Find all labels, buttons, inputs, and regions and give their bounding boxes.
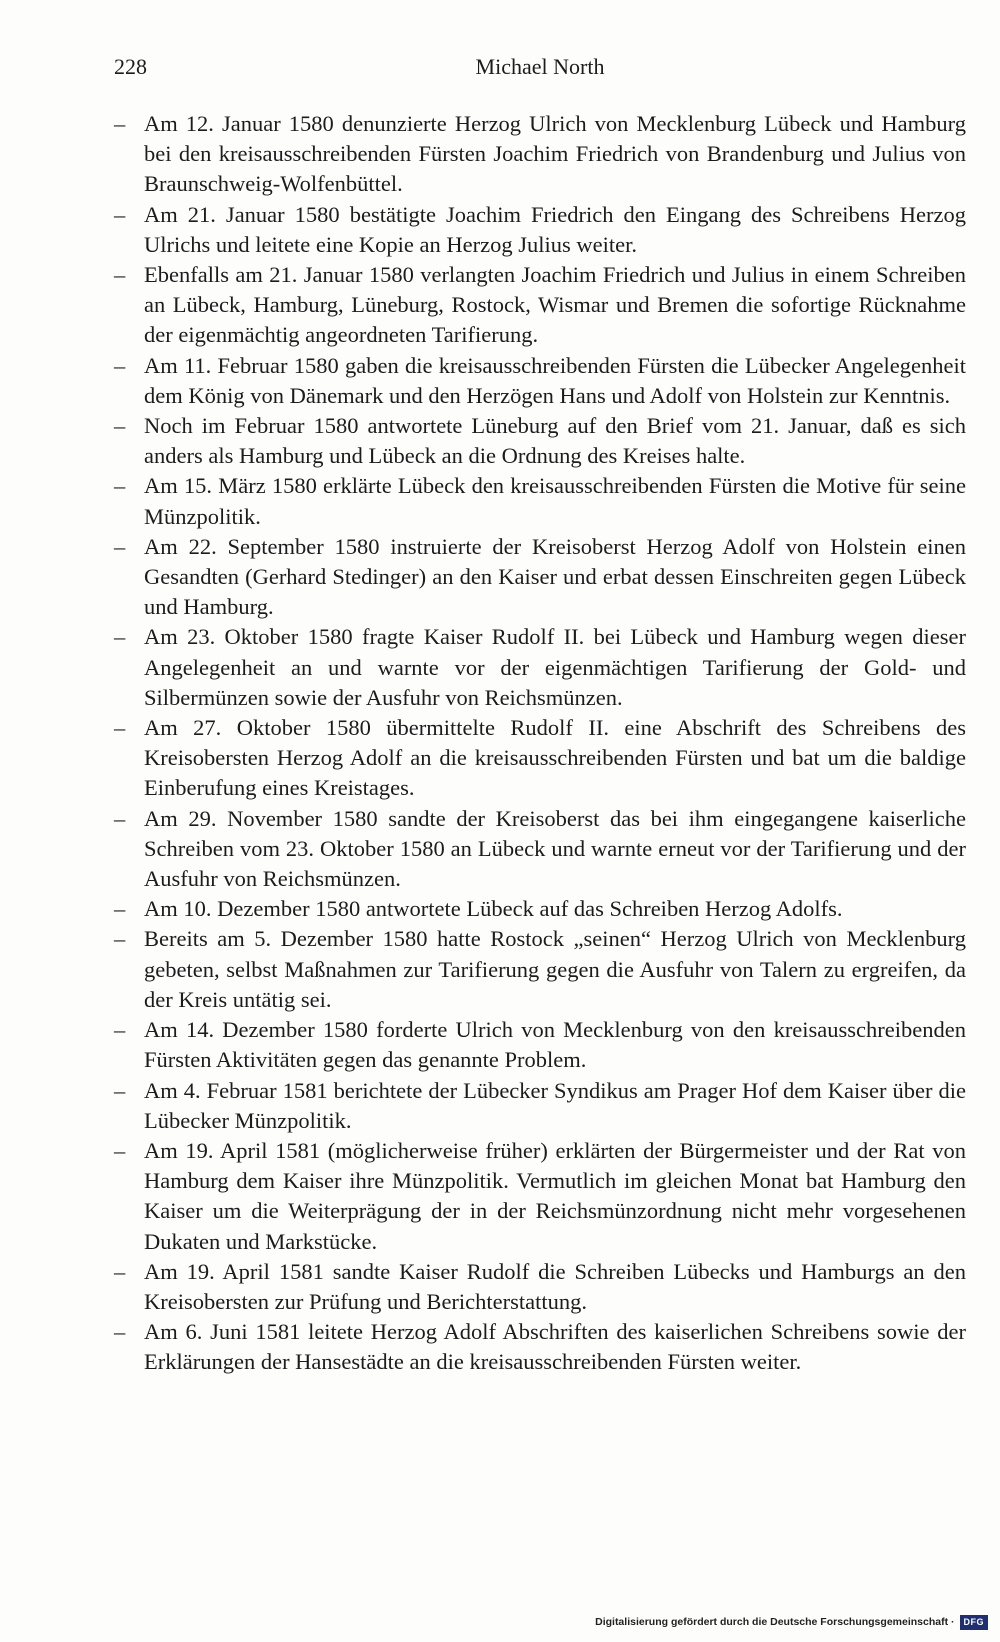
- bullet-dash: –: [114, 1077, 126, 1103]
- list-item: [114, 1015, 966, 1075]
- list-item: [114, 924, 966, 1015]
- list-item-text: Am 23. Oktober 1580 fragte Kaiser Rudolf II. bei Lübeck und Hamburg wegen dieser Angelegenheit an und warnte vor der eigenmächtigen Tarifierung der Gold- und Silbermünzen sowie der Ausfuhr von Reichsmünzen.: [144, 624, 966, 710]
- bullet-dash: –: [114, 896, 126, 922]
- list-item: [114, 804, 966, 895]
- list-item-text: Am 27. Oktober 1580 übermittelte Rudolf II. eine Abschrift des Schreibens des Kreisobersten Herzog Adolf an die kreisausschreibenden Fürsten und bat um die baldige Einberufung eines Kreistages.: [144, 715, 966, 801]
- dfg-logo-icon: DFG: [960, 1615, 989, 1630]
- list-item-text: Am 12. Januar 1580 denunzierte Herzog Ulrich von Mecklenburg Lübeck und Hamburg bei den kreisausschreibenden Fürsten Joachim Friedrich von Brandenburg und Julius von Braunschweig-Wolfenbüttel.: [144, 111, 966, 197]
- list-item-text: Am 6. Juni 1581 leitete Herzog Adolf Abschriften des kaiserlichen Schreibens sowie der Erklärungen der Hansestädte an die kreisausschreibenden Fürsten weiter.: [144, 1319, 966, 1375]
- list-item: [114, 622, 966, 713]
- list-item: [114, 260, 966, 351]
- bullet-dash: –: [114, 1137, 126, 1163]
- bullet-dash: –: [114, 926, 126, 952]
- bullet-dash: –: [114, 1319, 126, 1345]
- bullet-dash: –: [114, 262, 126, 288]
- list-item: [114, 411, 966, 471]
- list-item-text: Am 4. Februar 1581 berichtete der Lübecker Syndikus am Prager Hof dem Kaiser über die Lübecker Münzpolitik.: [144, 1077, 966, 1133]
- page-header: [114, 54, 966, 88]
- bullet-dash: –: [114, 111, 126, 136]
- bullet-dash: –: [114, 1017, 126, 1043]
- list-item: [114, 532, 966, 623]
- digitization-footer: [595, 1613, 988, 1631]
- list-item: [114, 713, 966, 804]
- list-item: [114, 1317, 966, 1377]
- bullet-dash: –: [114, 473, 126, 499]
- chronology-list: [114, 109, 966, 1378]
- bullet-dash: –: [114, 624, 126, 650]
- list-item-text: Bereits am 5. Dezember 1580 hatte Rostock „seinen“ Herzog Ulrich von Mecklenburg gebeten, selbst Maßnahmen zur Tarifierung gegen die Ausfuhr von Talern zu ergreifen, da der Kreis untätig sei.: [144, 926, 966, 1012]
- list-item: [114, 471, 966, 531]
- bullet-dash: –: [114, 533, 126, 559]
- list-item-text: Am 19. April 1581 (möglicherweise früher) erklärten der Bürgermeister und der Rat von Hamburg dem Kaiser ihre Münzpolitik. Vermutlich im gleichen Monat bat Hamburg den Kaiser um die Weiterprägung der in der Reichsmünzordnung nicht mehr vorgesehenen Dukaten und Markstücke.: [144, 1137, 966, 1254]
- bullet-dash: –: [114, 352, 126, 378]
- list-item-text: Am 29. November 1580 sandte der Kreisoberst das bei ihm eingegangene kaiserliche Schreiben vom 23. Oktober 1580 an Lübeck und warnte erneut vor der Tarifierung und der Ausfuhr von Reichsmünzen.: [144, 805, 966, 892]
- running-head: Michael North: [475, 54, 605, 79]
- list-item-text: Noch im Februar 1580 antwortete Lüneburg auf den Brief vom 21. Januar, daß es sich anders als Hamburg und Lübeck an die Ordnung des Kreises halte.: [144, 413, 966, 469]
- bullet-dash: –: [114, 201, 126, 227]
- list-item-text: Ebenfalls am 21. Januar 1580 verlangten Joachim Friedrich und Julius in einem Schreiben an Lübeck, Hamburg, Lüneburg, Rostock, Wismar und Bremen die sofortige Rücknahme der eigenmächtig angeordneten Tarifierung.: [144, 262, 966, 348]
- list-item-text: Am 14. Dezember 1580 forderte Ulrich von Mecklenburg von den kreisausschreibenden Fürsten Aktivitäten gegen das genannte Problem.: [144, 1017, 966, 1073]
- list-item-text: Am 22. September 1580 instruierte der Kreisoberst Herzog Adolf von Holstein einen Gesandten (Gerhard Stedinger) an den Kaiser und erbat dessen Einschreiten gegen Lübeck und Hamburg.: [144, 533, 966, 620]
- list-item: [114, 1076, 966, 1136]
- list-item-text: Am 11. Februar 1580 gaben die kreisausschreibenden Fürsten die Lübecker Angelegenheit dem König von Dänemark und den Herzögen Hans und Adolf von Holstein zur Kenntnis.: [144, 352, 966, 408]
- bullet-dash: –: [114, 805, 126, 831]
- bullet-dash: –: [114, 413, 126, 439]
- list-item-text: Am 15. März 1580 erklärte Lübeck den kreisausschreibenden Fürsten die Motive für seine Münzpolitik.: [144, 473, 966, 529]
- footer-credit: Digitalisierung gefördert durch die Deutsche Forschungsgemeinschaft ·: [595, 1616, 955, 1628]
- list-item-text: Am 21. Januar 1580 bestätigte Joachim Friedrich den Eingang des Schreibens Herzog Ulrichs und leitete eine Kopie an Herzog Julius weiter.: [144, 201, 966, 257]
- list-item: [114, 1257, 966, 1317]
- list-item-text: Am 19. April 1581 sandte Kaiser Rudolf die Schreiben Lübecks und Hamburgs an den Kreisobersten zur Prüfung und Berichterstattung.: [144, 1258, 966, 1314]
- page-number: 228: [114, 54, 147, 79]
- list-item: [114, 109, 966, 200]
- list-item: [114, 894, 966, 924]
- bullet-dash: –: [114, 1258, 126, 1284]
- bullet-dash: –: [114, 715, 126, 741]
- list-item: [114, 351, 966, 411]
- list-item-text: Am 10. Dezember 1580 antwortete Lübeck auf das Schreiben Herzog Adolfs.: [144, 896, 843, 922]
- list-item: [114, 200, 966, 260]
- list-item: [114, 1136, 966, 1257]
